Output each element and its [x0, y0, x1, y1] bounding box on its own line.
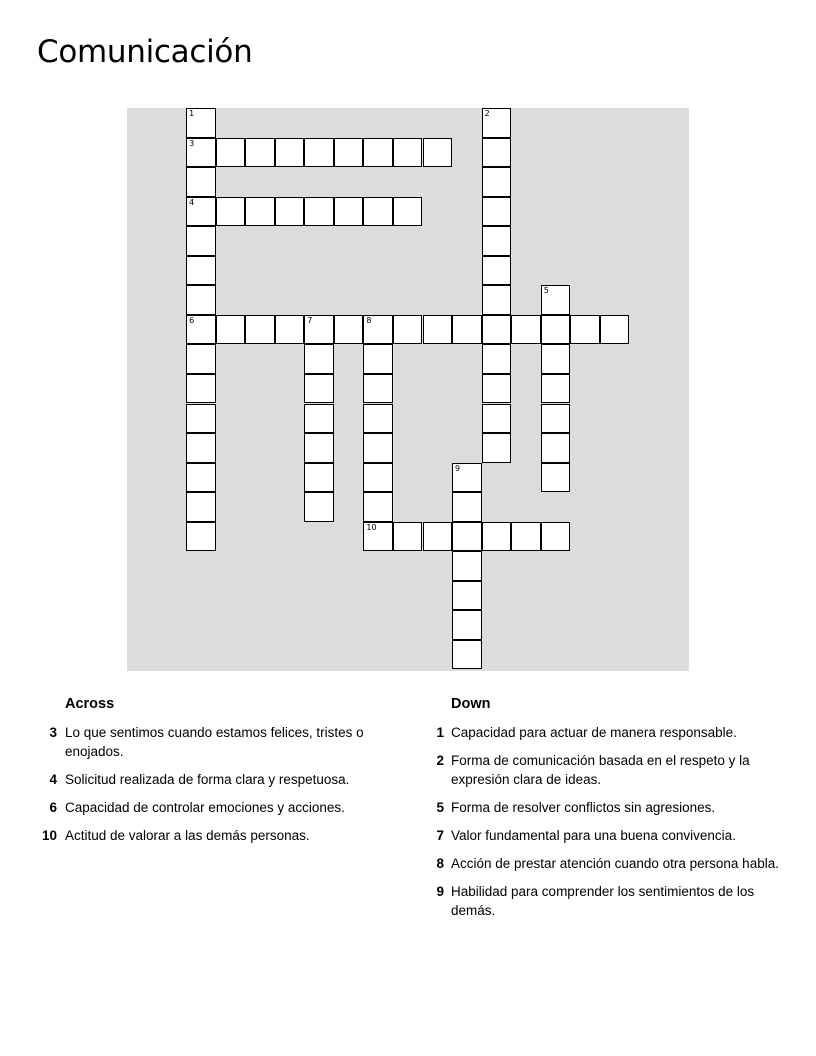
crossword-cell[interactable] [186, 315, 216, 345]
across-clue [35, 723, 395, 761]
crossword-cell[interactable] [334, 315, 364, 345]
crossword-cell[interactable] [541, 344, 571, 374]
clue-number: 10 [41, 828, 57, 843]
crossword-cell[interactable] [363, 344, 393, 374]
crossword-cell[interactable] [186, 374, 216, 404]
crossword-cell[interactable] [482, 256, 512, 286]
crossword-cell[interactable] [363, 374, 393, 404]
crossword-cell[interactable] [452, 315, 482, 345]
cell-number: 5 [543, 286, 549, 296]
cell-number: 6 [189, 315, 195, 325]
down-clue [422, 798, 792, 817]
across-clues [35, 696, 395, 854]
crossword-cell[interactable] [275, 315, 305, 345]
crossword-cell[interactable] [186, 226, 216, 256]
crossword-cell[interactable] [541, 404, 571, 434]
crossword-cell[interactable] [541, 374, 571, 404]
crossword-cell[interactable] [423, 522, 453, 552]
crossword-cell[interactable] [304, 197, 334, 227]
clue-text: Acción de prestar atención cuando otra persona habla. [451, 856, 779, 871]
crossword-cell[interactable] [363, 522, 393, 552]
crossword-cell[interactable] [304, 463, 334, 493]
cell-number: 3 [189, 138, 195, 148]
crossword-cell[interactable] [482, 138, 512, 168]
down-clues [422, 696, 792, 929]
clue-number: 1 [436, 725, 444, 740]
crossword-cell[interactable] [363, 433, 393, 463]
across-clue [35, 770, 395, 789]
clue-text: Forma de comunicación basada en el respeto y la expresión clara de ideas. [451, 753, 750, 787]
crossword-cell[interactable] [275, 197, 305, 227]
crossword-cell[interactable] [186, 492, 216, 522]
clue-text: Valor fundamental para una buena convivencia. [451, 828, 736, 843]
crossword-cell[interactable] [482, 226, 512, 256]
crossword-cell[interactable] [245, 315, 275, 345]
crossword-cell[interactable] [393, 197, 423, 227]
crossword-cell[interactable] [482, 197, 512, 227]
crossword-cell[interactable] [393, 138, 423, 168]
crossword-cell[interactable] [304, 492, 334, 522]
crossword-cell[interactable] [393, 315, 423, 345]
crossword-cell[interactable] [482, 374, 512, 404]
crossword-cell[interactable] [600, 315, 630, 345]
crossword-cell[interactable] [511, 315, 541, 345]
crossword-cell[interactable] [452, 492, 482, 522]
crossword-cell[interactable] [541, 315, 571, 345]
crossword-cell[interactable] [482, 285, 512, 315]
clue-number: 5 [436, 800, 444, 815]
clue-number: 9 [436, 884, 444, 899]
crossword-cell[interactable] [334, 197, 364, 227]
crossword-cell[interactable] [363, 315, 393, 345]
crossword-cell[interactable] [186, 404, 216, 434]
clue-number: 4 [49, 772, 57, 787]
crossword-cell[interactable] [186, 138, 216, 168]
crossword-cell[interactable] [570, 315, 600, 345]
down-clue [422, 751, 792, 789]
clue-text: Forma de resolver conflictos sin agresiones. [451, 800, 716, 815]
across-heading: Across [65, 696, 115, 712]
crossword-cell[interactable] [304, 433, 334, 463]
crossword-cell[interactable] [452, 610, 482, 640]
crossword-cell[interactable] [363, 492, 393, 522]
crossword-cell[interactable] [245, 197, 275, 227]
clue-text: Lo que sentimos cuando estamos felices, tristes o enojados. [65, 725, 364, 759]
crossword-cell[interactable] [186, 344, 216, 374]
clue-text: Solicitud realizada de forma clara y respetuosa. [65, 772, 350, 787]
crossword-cell[interactable] [186, 256, 216, 286]
crossword-cell[interactable] [186, 522, 216, 552]
down-clue [422, 854, 792, 873]
across-clue [35, 826, 395, 845]
crossword-cell[interactable] [216, 197, 246, 227]
cell-number: 1 [189, 109, 195, 118]
crossword-cell[interactable] [393, 522, 423, 552]
cell-number: 7 [307, 315, 313, 325]
crossword-cell[interactable] [216, 315, 246, 345]
crossword-cell[interactable] [452, 522, 482, 552]
crossword-cell[interactable] [541, 433, 571, 463]
down-clue [422, 723, 792, 742]
crossword-cell[interactable] [511, 522, 541, 552]
crossword-cell[interactable] [482, 167, 512, 197]
clue-text: Capacidad de controlar emociones y acciones. [65, 800, 345, 815]
crossword-cell[interactable] [304, 344, 334, 374]
down-heading: Down [451, 696, 491, 712]
clue-number: 2 [436, 753, 444, 768]
crossword-cell[interactable] [304, 315, 334, 345]
cell-number: 10 [366, 522, 377, 532]
crossword-cell[interactable] [452, 640, 482, 670]
crossword-cell[interactable] [482, 108, 512, 138]
crossword-cell[interactable] [482, 404, 512, 434]
clue-number: 3 [49, 725, 57, 740]
crossword-cell[interactable] [186, 108, 216, 138]
cell-number: 4 [189, 197, 195, 207]
down-clue [422, 826, 792, 845]
crossword-cell[interactable] [541, 285, 571, 315]
crossword-cell[interactable] [186, 463, 216, 493]
crossword-cell[interactable] [363, 197, 393, 227]
crossword-cell[interactable] [363, 138, 393, 168]
clue-number: 8 [436, 856, 444, 871]
crossword-cell[interactable] [363, 404, 393, 434]
crossword-cell[interactable] [541, 463, 571, 493]
cell-number: 8 [366, 315, 372, 325]
crossword-cell[interactable] [482, 315, 512, 345]
crossword-cell[interactable] [482, 344, 512, 374]
crossword-cell[interactable] [541, 522, 571, 552]
clue-number: 6 [49, 800, 57, 815]
crossword-cell[interactable] [186, 167, 216, 197]
crossword-cell[interactable] [482, 433, 512, 463]
clue-text: Habilidad para comprender los sentimientos de los demás. [451, 884, 755, 918]
crossword-cell[interactable] [452, 581, 482, 611]
crossword-cell[interactable] [423, 138, 453, 168]
down-clue [422, 882, 792, 920]
crossword-cell[interactable] [452, 551, 482, 581]
cell-number: 2 [484, 109, 490, 118]
crossword-cell[interactable] [245, 138, 275, 168]
clue-text: Capacidad para actuar de manera responsable. [451, 725, 737, 740]
crossword-cell[interactable] [216, 138, 246, 168]
crossword-cell[interactable] [363, 463, 393, 493]
crossword-cell[interactable] [452, 463, 482, 493]
crossword-cell[interactable] [186, 285, 216, 315]
crossword-cell[interactable] [423, 315, 453, 345]
crossword-cell[interactable] [275, 138, 305, 168]
crossword-cell[interactable] [304, 374, 334, 404]
cell-number: 9 [455, 463, 461, 473]
crossword-cell[interactable] [304, 138, 334, 168]
crossword-cell[interactable] [304, 404, 334, 434]
crossword-cell[interactable] [334, 138, 364, 168]
crossword-cell[interactable] [482, 522, 512, 552]
down-clue-list [422, 723, 792, 920]
clue-text: Actitud de valorar a las demás personas. [65, 828, 310, 843]
page-title: Comunicación [37, 34, 253, 70]
across-clue-list [35, 723, 395, 845]
clue-number: 7 [436, 828, 444, 843]
crossword-cell[interactable] [186, 197, 216, 227]
across-clue [35, 798, 395, 817]
crossword-grid [127, 108, 689, 671]
crossword-cell[interactable] [186, 433, 216, 463]
